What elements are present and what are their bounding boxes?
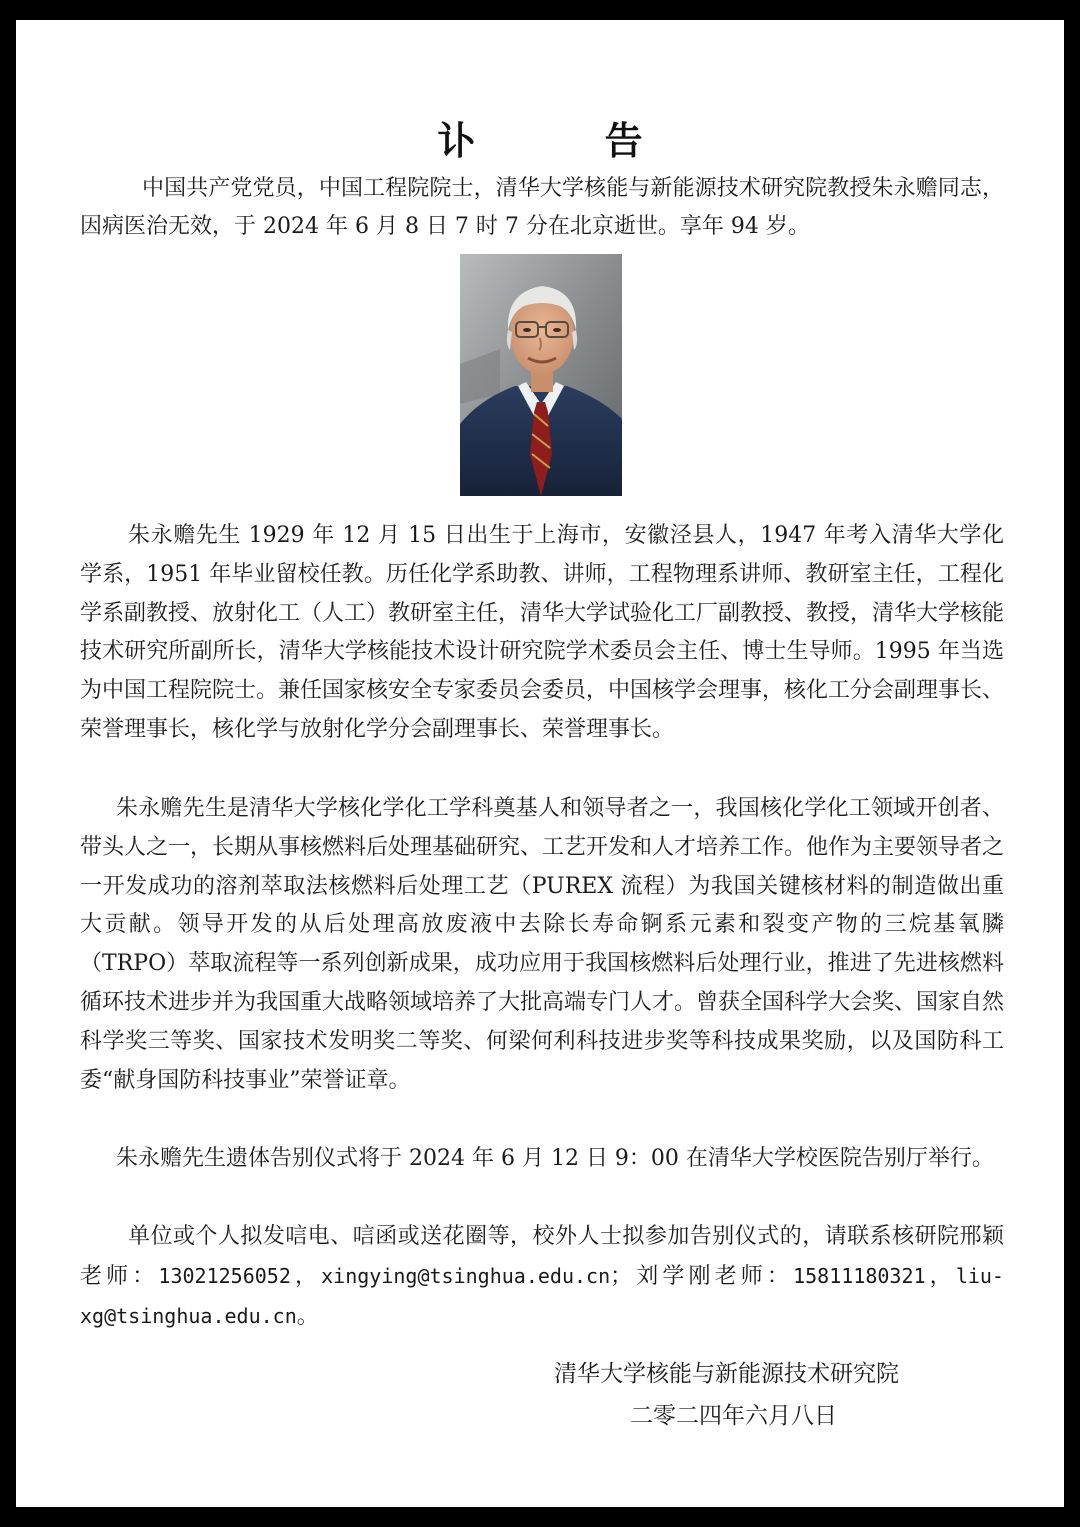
contact-phone-liuxuegang[interactable]: 15811180321: [793, 1263, 926, 1288]
biography-paragraph: 朱永赡先生 1929 年 12 月 15 日出生于上海市，安徽泾县人，1947 年考入清华大学化学系，1951 年毕业留校任教。历任化学系助教、讲师，工程物理系讲师、教研室主任，工程化学系副教授、放射化工（人工）教研室主任，清华大学试验化工厂副教授、教授，清华大学核能技术研究所副所长，清华大学核能技术设计研究院学术委员会主任、博士生导师。1995 年当选为中国工程院院士。兼任国家核安全专家委员会委员，中国核学会理事，核化工分会副理事长、荣誉理事长，核化学与放射化学分会副理事长、荣誉理事长。: [80, 523, 1005, 742]
contact-prefix: 单位或个人拟发唁电、唁函或送花圈等，校外人士拟参加告别仪式的，请联系核研院邢颖老师：: [80, 1224, 1004, 1289]
contact-email-liuxuegang[interactable]: liu-xg@tsinghua.edu.cn: [80, 1263, 1004, 1328]
signature-date: 二零二四年六月八日: [630, 1403, 837, 1429]
signature-block: [554, 1353, 954, 1437]
page-title: 讣 告: [437, 119, 701, 163]
contact-separator: ；刘学刚老师：: [610, 1263, 794, 1289]
contributions-paragraph: 朱永赡先生是清华大学核化学化工学科奠基人和领导者之一，我国核化学化工领域开创者、带头人之一，长期从事核燃料后处理基础研究、工艺开发和人才培养工作。他作为主要领导者之一开发成功的溶剂萃取法核燃料后处理工艺（PUREX 流程）为我国关键核材料的制造做出重大贡献。领导开发的从后处理高放废液中去除长寿命锕系元素和裂变产物的三烷基氧膦（TRPO）萃取流程等一系列创新成果，成功应用于我国核燃料后处理行业，推进了先进核燃料循环技术进步并为我国重大战略领域培养了大批高端专门人才。曾获全国科学大会奖、国家自然科学奖三等奖、国家技术发明奖二等奖、何梁何利科技进步奖等科技成果奖励，以及国防科工委“献身国防科技事业”荣誉证章。: [80, 796, 1005, 1093]
farewell-ceremony-paragraph: 朱永赡先生遗体告别仪式将于 2024 年 6 月 12 日 9：00 在清华大学校医院告别厅举行。: [116, 1146, 994, 1171]
contact-separator: ，: [290, 1263, 322, 1289]
portrait-photo-icon: [460, 254, 622, 496]
intro-paragraph: 中国共产党党员，中国工程院院士，清华大学核能与新能源技术研究院教授朱永赡同志，因病医治无效，于 2024 年 6 月 8 日 7 时 7 分在北京逝世。享年 94 岁。: [80, 176, 1004, 239]
contact-separator: ，: [925, 1263, 956, 1289]
obituary-page: [16, 20, 1064, 1507]
contact-phone-xingying[interactable]: 13021256052: [158, 1263, 291, 1288]
contact-suffix: 。: [296, 1303, 319, 1329]
contact-paragraph: [80, 1218, 1004, 1336]
contact-email-xingying[interactable]: xingying@tsinghua.edu.cn: [321, 1263, 611, 1288]
signature-organization: 清华大学核能与新能源技术研究院: [554, 1361, 899, 1387]
